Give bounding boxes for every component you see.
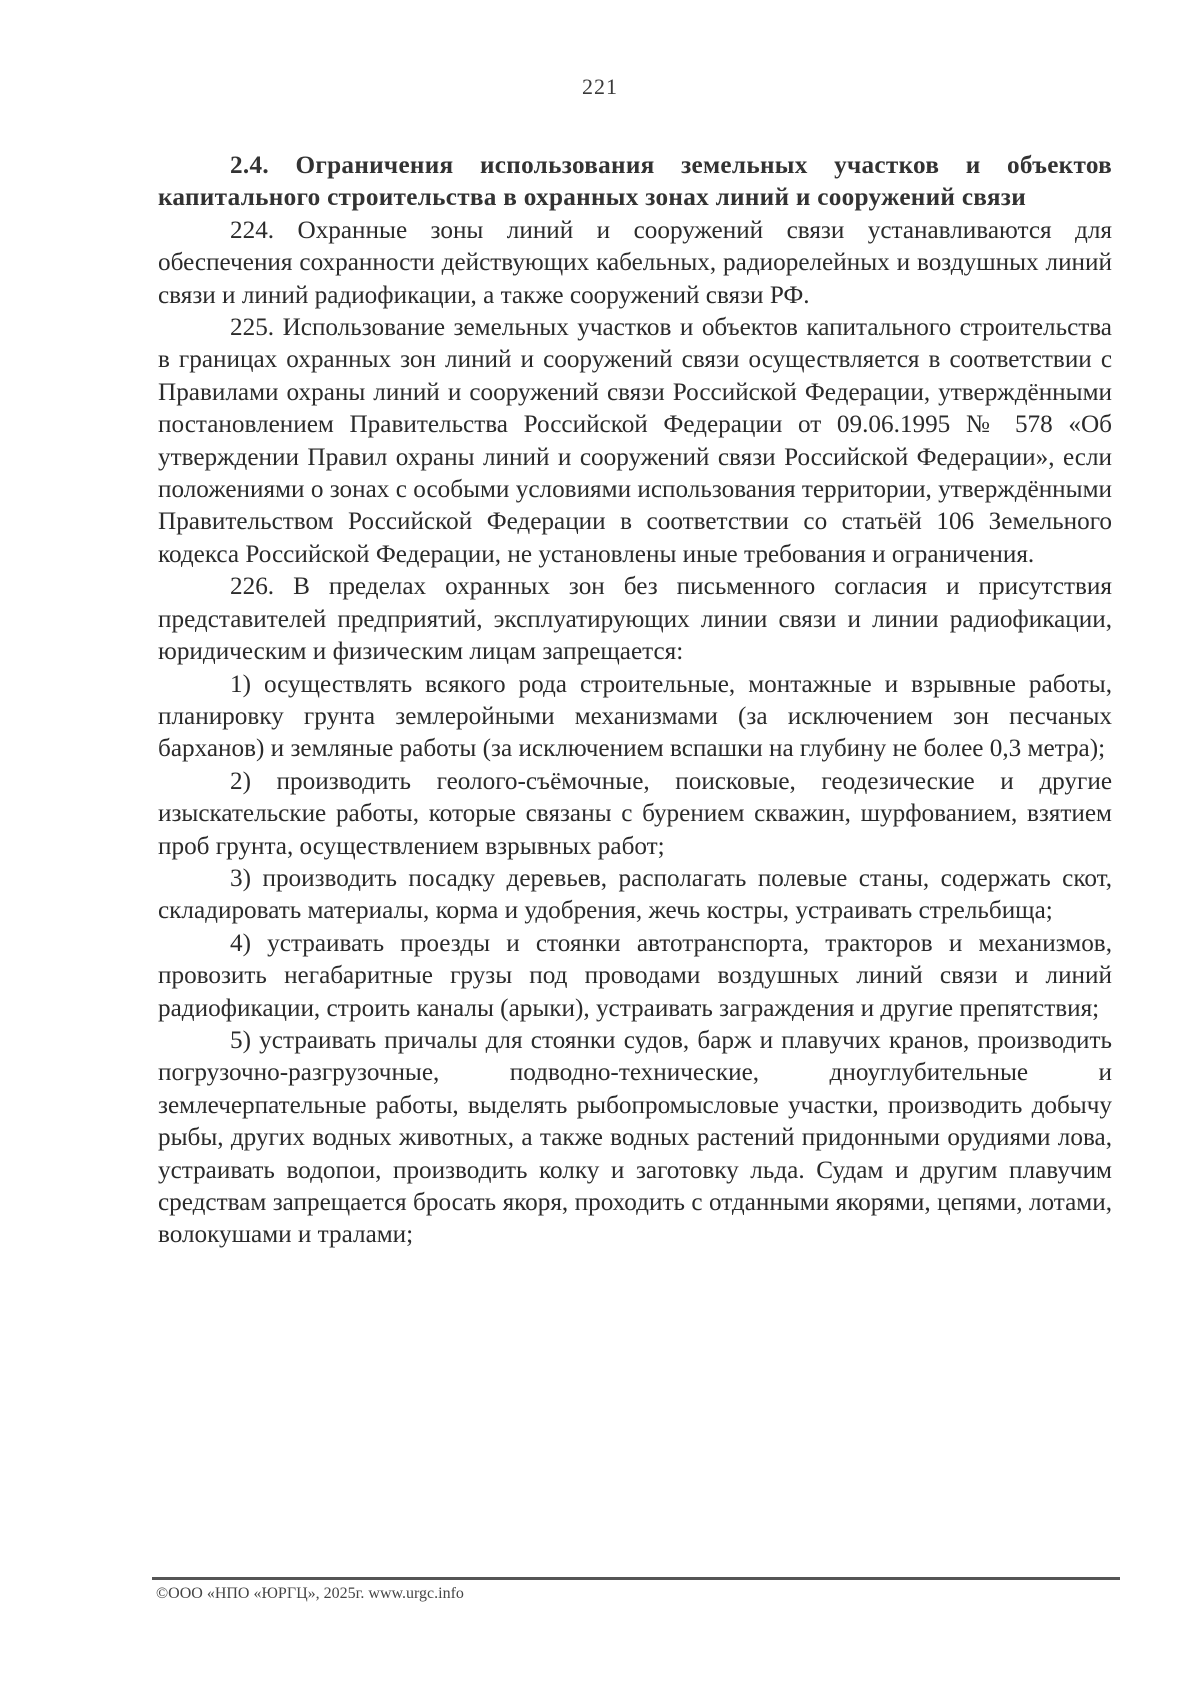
section-heading: 2.4. Ограничения использования земельных участков и объектов капитального строительства в охранных зонах линий и сооружений связи: [158, 152, 1112, 212]
footer-divider: [152, 1577, 1120, 1580]
page-number: 221: [582, 74, 618, 99]
paragraph-224: 224. Охранные зоны линий и сооружений связи устанавливаются для обеспечения сохранности действующих кабельных, радиорелейных и воздушных линий связи и линий радиофикации, а также сооружений связи РФ.: [158, 216, 1112, 309]
list-item-1: 1) осуществлять всякого рода строительные, монтажные и взрывные работы, планировку грунта землеройными механизмами (за исключением зон песчаных барханов) и земляные работы (за исключением вспашки на глубину не более 0,3 метра);: [158, 670, 1112, 763]
list-item-4: 4) устраивать проезды и стоянки автотранспорта, тракторов и механизмов, провозить негабаритные грузы под проводами воздушных линий связи и линий радиофикации, строить каналы (арыки), устраивать заграждения и другие препятствия;: [158, 929, 1112, 1022]
list-item-3: 3) производить посадку деревьев, располагать полевые станы, содержать скот, складировать материалы, корма и удобрения, жечь костры, устраивать стрельбища;: [158, 864, 1112, 925]
list-item-2: 2) производить геолого-съёмочные, поисковые, геодезические и другие изыскательские работы, которые связаны с бурением скважин, шурфованием, взятием проб грунта, осуществлением взрывных работ;: [158, 767, 1112, 860]
list-item-5: 5) устраивать причалы для стоянки судов, барж и плавучих кранов, производить погрузочно-разгрузочные, подводно-технические, дноуглубительные и землечерпательные работы, выделять рыбопромысловые участки, производить добычу рыбы, других водных животных, а также водных растений придонными орудиями лова, устраивать водопои, производить колку и заготовку льда. Судам и другим плавучим средствам запрещается бросать якоря, проходить с отданными якорями, цепями, лотами, волокушами и тралами;: [158, 1026, 1112, 1249]
footer-copyright: ©ООО «НПО «ЮРГЦ», 2025г. www.urgc.info: [156, 1585, 464, 1602]
page-content: [158, 150, 1112, 1252]
paragraph-225: 225. Использование земельных участков и объектов капитального строительства в границах охранных зон линий и сооружений связи осуществляется в соответствии с Правилами охраны линий и сооружений связи Российской Федерации, утверждёнными постановлением Правительства Российской Федерации от 09.06.1995 № 578 «Об утверждении Правил охраны линий и сооружений связи Российской Федерации», если положениями о зонах с особыми условиями использования территории, утверждёнными Правительством Российской Федерации в соответствии со статьёй 106 Земельного кодекса Российской Федерации, не установлены иные требования и ограничения.: [158, 314, 1112, 568]
paragraph-226: 226. В пределах охранных зон без письменного согласия и присутствия представителей предприятий, эксплуатирующих линии связи и линии радиофикации, юридическим и физическим лицам запрещается:: [158, 573, 1112, 666]
